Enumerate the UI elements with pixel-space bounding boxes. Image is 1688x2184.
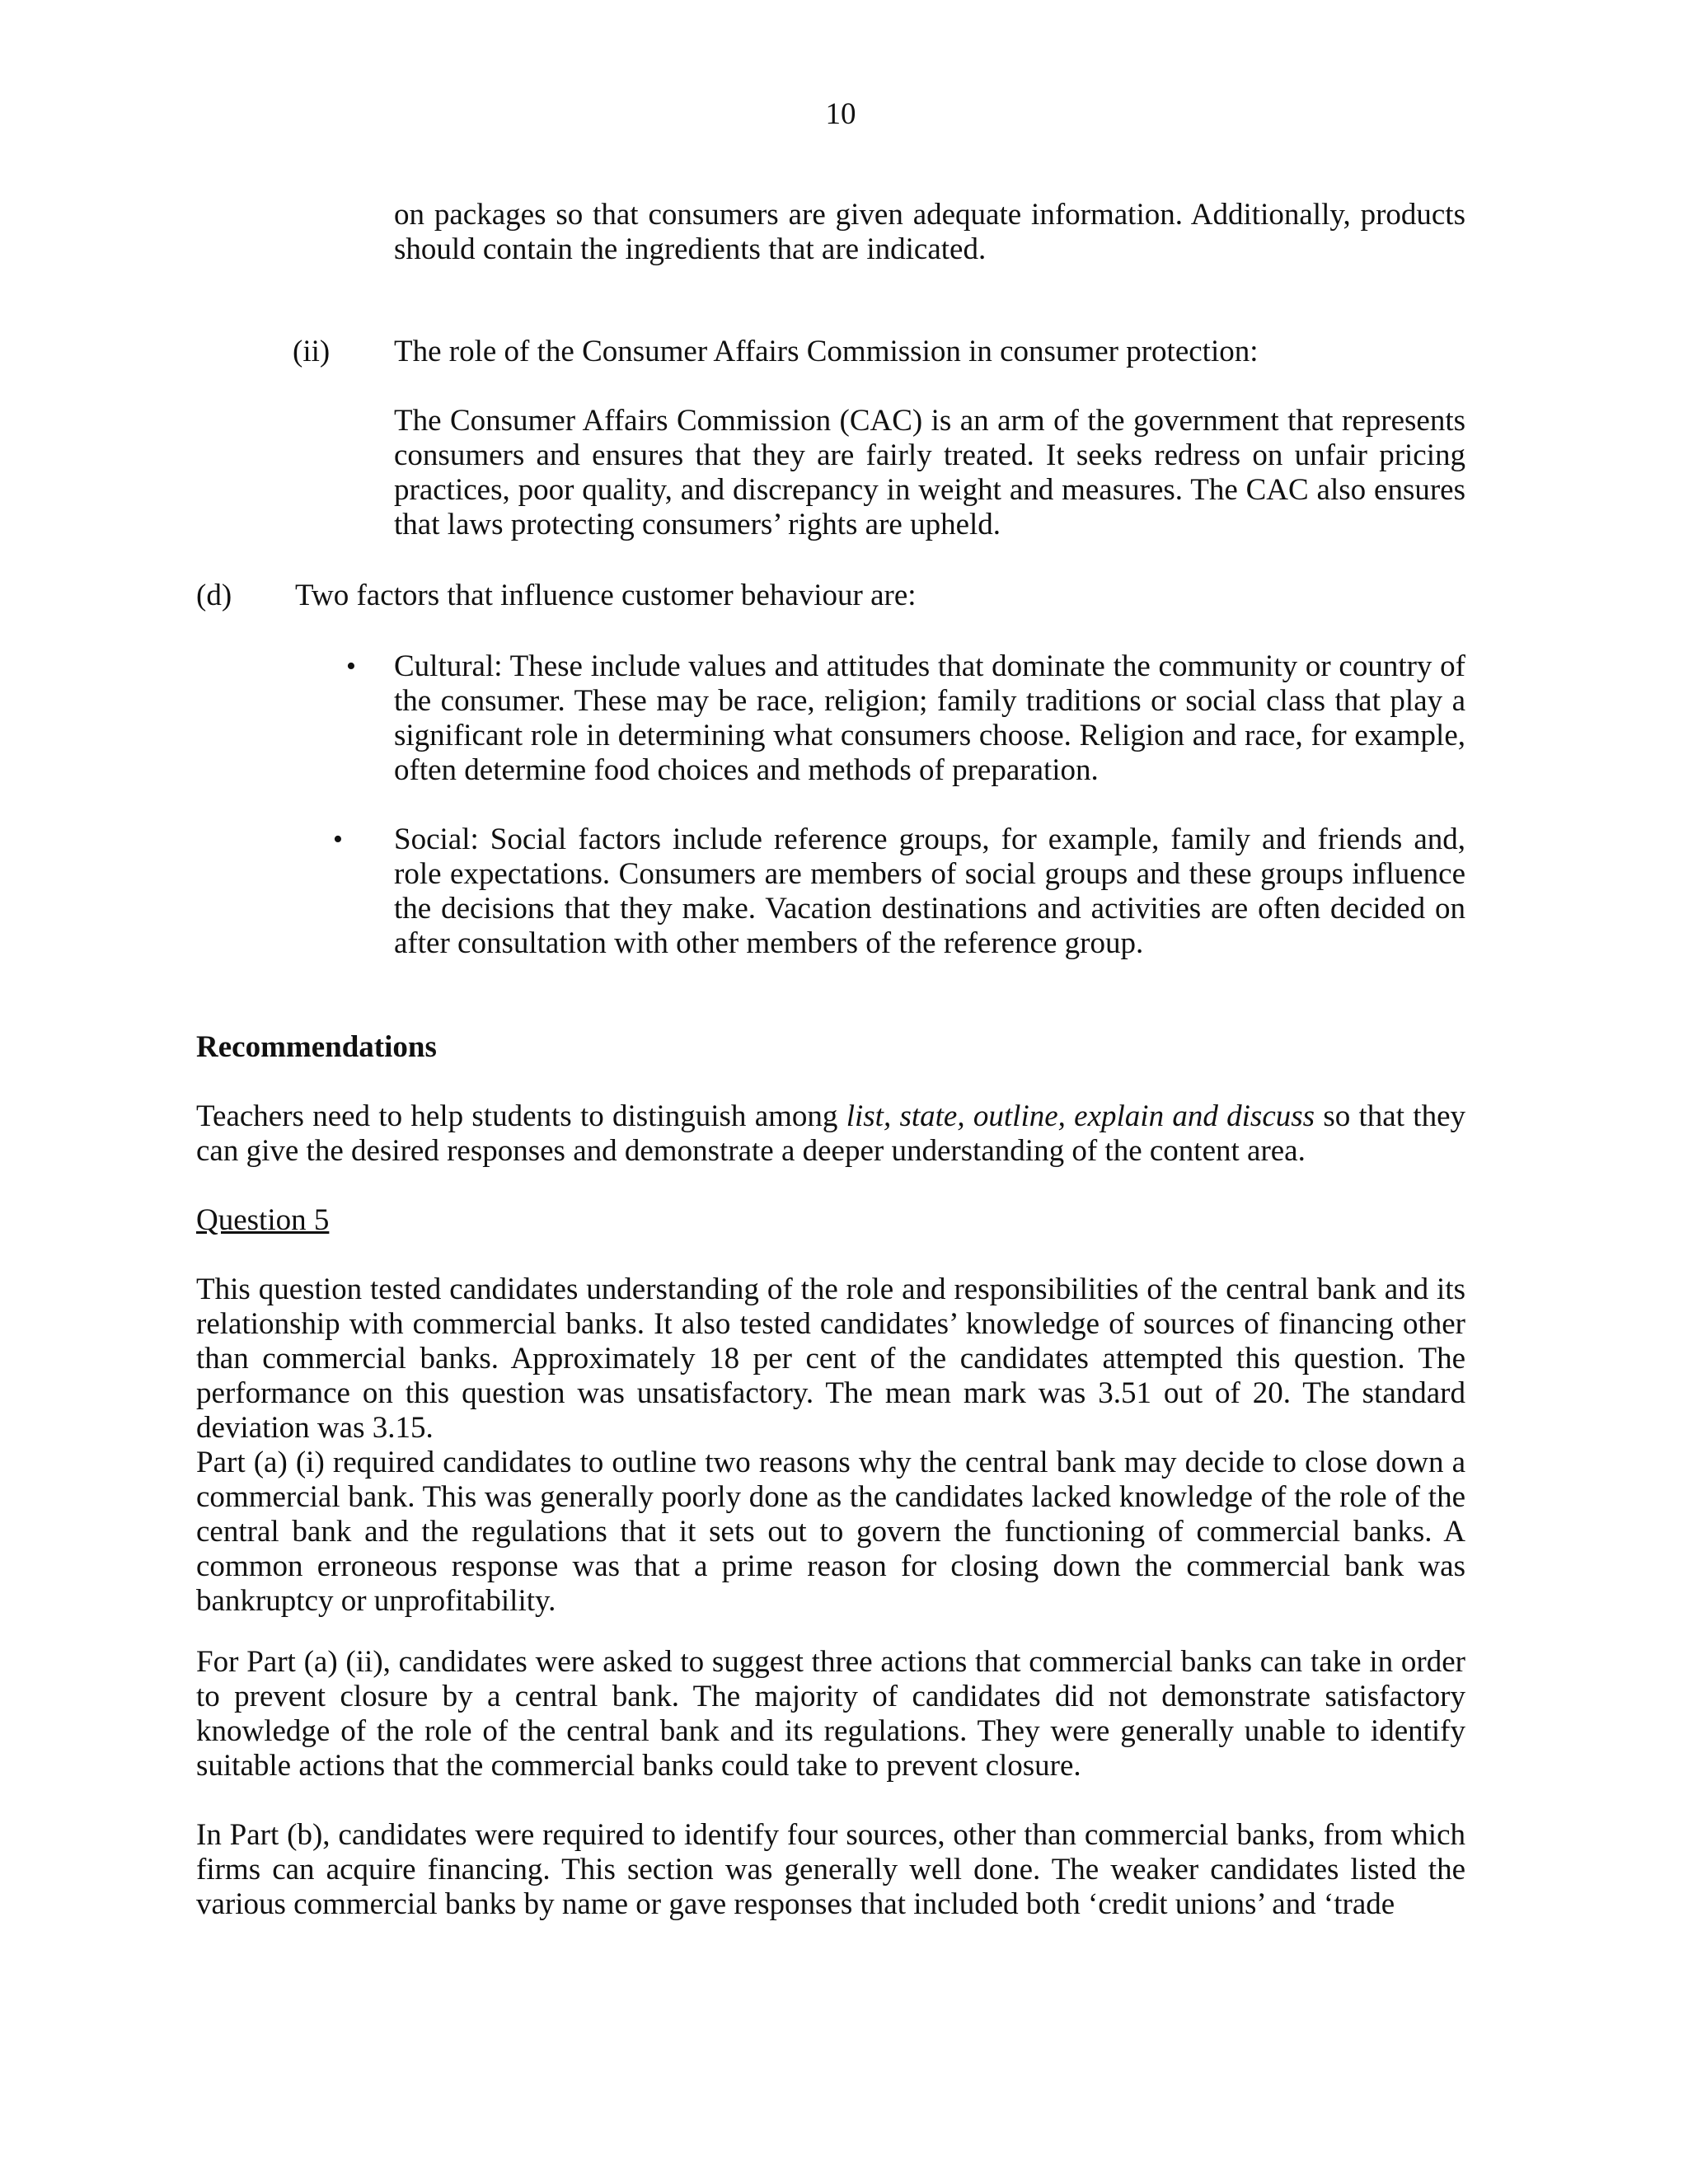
question-5-heading: Question 5	[196, 1203, 330, 1237]
bullet-social-block	[394, 823, 1465, 961]
part-ii-heading: The role of the Consumer Affairs Commission in consumer protection:	[394, 335, 1259, 368]
part-d-heading-block	[295, 579, 1465, 613]
bullet-marker: •	[346, 651, 356, 682]
bullet-cultural-block	[394, 649, 1465, 788]
bullet-marker: •	[333, 824, 343, 855]
continuation-paragraph-block	[394, 198, 1465, 267]
part-ii-body-block	[394, 404, 1465, 542]
question-5-paragraph-3-block	[196, 1645, 1465, 1783]
bullet-cultural: Cultural: These include values and attitudes that dominate the community or country of the consumer. These may be race, religion; family traditions or social class that play a significant role in determining what consumers choose. Religion and race, for example, often determine food choices and methods of preparation.	[394, 649, 1465, 787]
recommendations-paragraph	[196, 1099, 1465, 1169]
question-5-paragraph-2: Part (a) (i) required candidates to outline two reasons why the central bank may decide to close down a commercial bank. This was generally poorly done as the candidates lacked knowledge of the role of the central bank and the regulations that it sets out to govern the functioning of commercial banks. A common erroneous response was that a prime reason for closing down the commercial bank was bankruptcy or unprofitability.	[196, 1446, 1465, 1618]
question-5-paragraph-3: For Part (a) (ii), candidates were asked to suggest three actions that commercial banks can take in order to prevent closure by a central bank. The majority of candidates did not demonstrate satisfactory knowledge of the role of the central bank and its regulations. They were generally unable to identify suitable actions that the commercial banks could take to prevent closure.	[196, 1645, 1465, 1783]
page-number: 10	[825, 97, 856, 131]
question-5-block	[196, 1272, 1465, 1619]
recommendations-text-after: so that they can give the desired responses and demonstrate a deeper understanding of the content area.	[196, 1099, 1465, 1168]
part-d-heading: Two factors that influence customer behaviour are:	[295, 579, 917, 612]
recommendations-paragraph-block	[196, 1099, 1465, 1169]
recommendations-text-before: Teachers need to help students to distinguish among	[196, 1099, 846, 1133]
part-ii-label: (ii)	[293, 335, 331, 368]
question-5-paragraph-4: In Part (b), candidates were required to identify four sources, other than commercial banks, from which firms can acquire financing. This section was generally well done. The weaker candidates listed the various commercial banks by name or gave responses that included both ‘credit unions’ and ‘trade	[196, 1818, 1465, 1921]
part-d-label: (d)	[196, 579, 232, 612]
continuation-paragraph: on packages so that consumers are given adequate information. Additionally, products should contain the ingredients that are indicated.	[394, 198, 1465, 266]
question-5-paragraph-1: This question tested candidates understanding of the role and responsibilities of the central bank and its relationship with commercial banks. It also tested candidates’ knowledge of sources of financing other than commercial banks. Approximately 18 per cent of the candidates attempted this question. The performance on this question was unsatisfactory. The mean mark was 3.51 out of 20. The standard deviation was 3.15.	[196, 1272, 1465, 1445]
recommendations-text-italic: list, state, outline, explain and discuss	[846, 1099, 1315, 1133]
part-ii-body: The Consumer Affairs Commission (CAC) is an arm of the government that represents consumers and ensures that they are fairly treated. It seeks redress on unfair pricing practices, poor quality, and discrepancy in weight and measures. The CAC also ensures that laws protecting consumers’ rights are upheld.	[394, 404, 1465, 541]
recommendations-heading: Recommendations	[196, 1030, 437, 1064]
question-5-paragraph-4-block	[196, 1818, 1465, 1922]
part-ii-heading-block	[394, 335, 1465, 369]
bullet-social: Social: Social factors include reference groups, for example, family and friends and, role expectations. Consumers are members of social groups and these groups influence the decisions that they make. Vacation destinations and activities are often decided on after consultation with other members of the reference group.	[394, 823, 1465, 960]
